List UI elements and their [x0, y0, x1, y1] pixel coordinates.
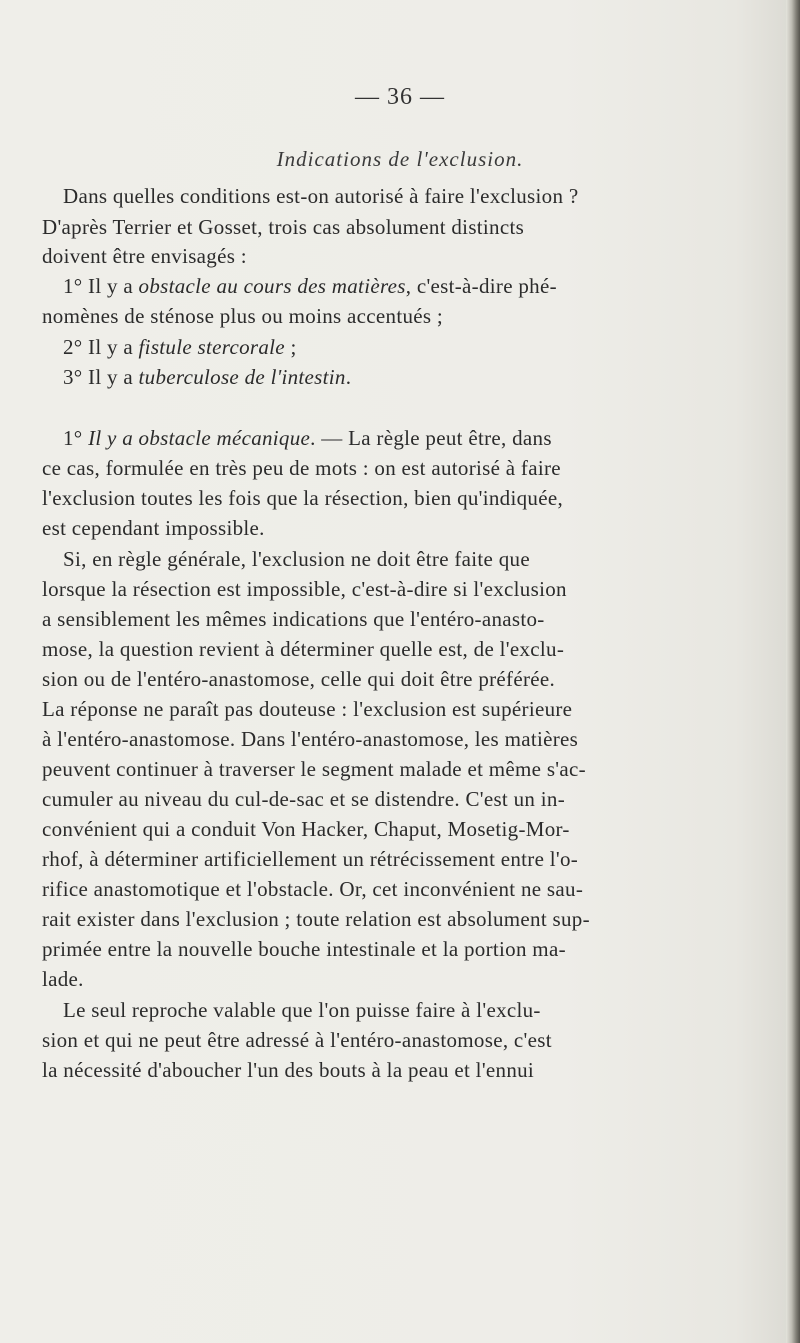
text-line: Si, en règle générale, l'exclusion ne doit être faite que — [63, 547, 530, 571]
text-line: nomènes de sténose plus ou moins accentués ; — [42, 304, 444, 328]
text-line: rifice anastomotique et l'obstacle. Or, cet inconvénient ne sau- — [42, 877, 584, 901]
text-line: primée entre la nouvelle bouche intestinale et la portion ma- — [42, 937, 566, 961]
text-line: ce cas, formulée en très peu de mots : on est autorisé à faire — [42, 456, 561, 480]
text-line: mose, la question revient à déterminer quelle est, de l'exclu- — [42, 637, 565, 661]
text-line: a sensiblement les mêmes indications que l'entéro-anasto- — [42, 607, 545, 631]
section-title: Indications de l'exclusion. — [276, 147, 524, 171]
text-line: 2° Il y a fistule stercorale ; — [63, 335, 297, 359]
text-line: D'après Terrier et Gosset, trois cas absolument distincts — [42, 215, 525, 239]
text-line: convénient qui a conduit Von Hacker, Chaput, Mosetig-Mor- — [42, 817, 570, 841]
text-line: Dans quelles conditions est-on autorisé à faire l'exclusion ? — [63, 184, 579, 208]
text-line: sion ou de l'entéro-anastomose, celle qui doit être préférée. — [42, 667, 556, 691]
text-line: est cependant impossible. — [42, 516, 265, 540]
text-line: cumuler au niveau du cul-de-sac et se distendre. C'est un in- — [42, 787, 565, 811]
text-line: peuvent continuer à traverser le segment malade et même s'ac- — [42, 757, 586, 781]
text-line: 1° Il y a obstacle mécanique. — La règle peut être, dans — [63, 426, 552, 450]
text-line: à l'entéro-anastomose. Dans l'entéro-anastomose, les matières — [42, 727, 579, 751]
page-number: — 36 — — [355, 84, 445, 110]
text-line: doivent être envisagés : — [42, 244, 247, 268]
text-line: rhof, à déterminer artificiellement un rétrécissement entre l'o- — [42, 847, 579, 871]
text-line: rait exister dans l'exclusion ; toute relation est absolument sup- — [42, 907, 590, 931]
text-line: lorsque la résection est impossible, c'est-à-dire si l'exclusion — [42, 577, 567, 601]
text-line: La réponse ne paraît pas douteuse : l'exclusion est supérieure — [42, 697, 573, 721]
text-line: la nécessité d'aboucher l'un des bouts à la peau et l'ennui — [42, 1058, 535, 1082]
text-line: 1° Il y a obstacle au cours des matières, c'est-à-dire phé- — [63, 274, 557, 298]
text-line: sion et qui ne peut être adressé à l'entéro-anastomose, c'est — [42, 1028, 552, 1052]
text-line: 3° Il y a tuberculose de l'intestin. — [63, 365, 352, 389]
text-line: Le seul reproche valable que l'on puisse faire à l'exclu- — [63, 998, 541, 1022]
text-line: l'exclusion toutes les fois que la résection, bien qu'indiquée, — [42, 486, 564, 510]
text-line: lade. — [42, 967, 84, 991]
binding-edge — [786, 0, 800, 1343]
